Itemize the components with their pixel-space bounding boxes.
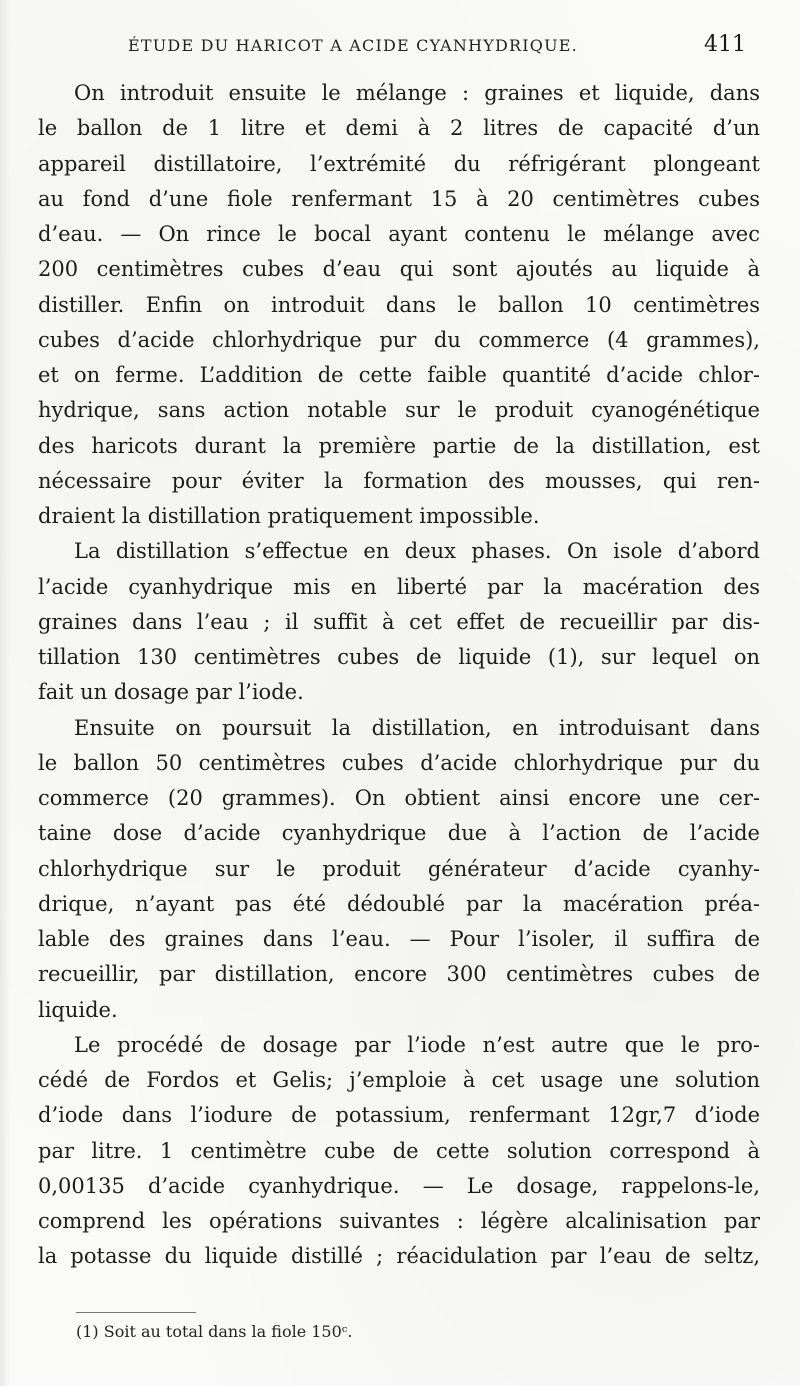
text-line: l’acide cyanhydrique mis en liberté par la macération des [38, 574, 760, 599]
text-line: au fond d’une fiole renfermant 15 à 20 centimètres cubes [38, 186, 760, 211]
running-title: ÉTUDE DU HARICOT A ACIDE CYANHYDRIQUE. [128, 36, 578, 55]
text-line: fait un dosage par l’iode. [38, 680, 304, 705]
text-line: graines dans l’eau ; il suffit à cet effet de recueillir par dis- [38, 609, 760, 634]
text-line: le ballon 50 centimètres cubes d’acide chlorhydrique pur du [38, 750, 760, 775]
page-edge-shadow [0, 0, 10, 1386]
text-line: draient la distillation pratiquement impossible. [38, 504, 540, 528]
text-line: lable des graines dans l’eau. — Pour l’isoler, il suffira de [38, 927, 760, 951]
text-line: 200 centimètres cubes d’eau qui sont ajoutés au liquide à [38, 257, 760, 282]
text-line: chlorhydrique sur le produit générateur d’acide cyanhy- [38, 856, 760, 881]
text-line: drique, n’ayant pas été dédoublé par la macération préa- [38, 891, 760, 916]
text-line: liquide. [38, 997, 118, 1022]
page-header [0, 30, 800, 70]
text-line: par litre. 1 centimètre cube de cette solution correspond à [38, 1138, 760, 1163]
text-line: recueillir, par distillation, encore 300 centimètres cubes de [38, 962, 760, 987]
text-line: comprend les opérations suivantes : légère alcalinisation par [38, 1209, 760, 1233]
text-line: hydrique, sans action notable sur le produit cyanogénétique [38, 398, 760, 423]
page-number: 411 [704, 32, 746, 57]
text-line: d’iode dans l’iodure de potassium, renfermant 12gr,7 d’iode [38, 1103, 760, 1128]
text-line: On introduit ensuite le mélange : graines et liquide, dans [74, 81, 760, 105]
text-line: nécessaire pour éviter la formation des mousses, qui ren- [38, 468, 760, 493]
text-line: tillation 130 centimètres cubes de liquide (1), sur lequel on [38, 645, 760, 669]
text-line: La distillation s’effectue en deux phases. On isole d’abord [74, 539, 760, 564]
text-line: cédé de Fordos et Gelis; j’emploie à cet usage une solution [38, 1068, 760, 1092]
text-line: et on ferme. L’addition de cette faible quantité d’acide chlor- [38, 363, 760, 387]
text-line: des haricots durant la première partie de la distillation, est [38, 433, 760, 458]
text-line: Le procédé de dosage par l’iode n’est autre que le pro- [74, 1032, 760, 1057]
text-line: d’eau. — On rince le bocal ayant contenu le mélange avec [38, 222, 760, 246]
text-line: la potasse du liquide distillé ; réacidulation par l’eau de seltz, [38, 1244, 760, 1269]
text-line: distiller. Enfin on introduit dans le ballon 10 centimètres [38, 292, 760, 317]
text-line: taine dose d’acide cyanhydrique due à l’action de l’acide [38, 821, 760, 846]
footnote: (1) Soit au total dans la fiole 150ᶜ. [76, 1322, 353, 1341]
text-line: 0,00135 d’acide cyanhydrique. — Le dosage, rappelons-le, [38, 1173, 760, 1198]
text-line: cubes d’acide chlorhydrique pur du commerce (4 grammes), [38, 327, 760, 352]
footnote-rule [76, 1312, 196, 1313]
text-line: commerce (20 grammes). On obtient ainsi encore une cer- [38, 786, 760, 810]
body-text [38, 76, 760, 1275]
text-line: appareil distillatoire, l’extrémité du réfrigérant plongeant [38, 151, 760, 176]
text-line: Ensuite on poursuit la distillation, en introduisant dans [74, 715, 760, 740]
text-line: le ballon de 1 litre et demi à 2 litres de capacité d’un [38, 116, 760, 141]
